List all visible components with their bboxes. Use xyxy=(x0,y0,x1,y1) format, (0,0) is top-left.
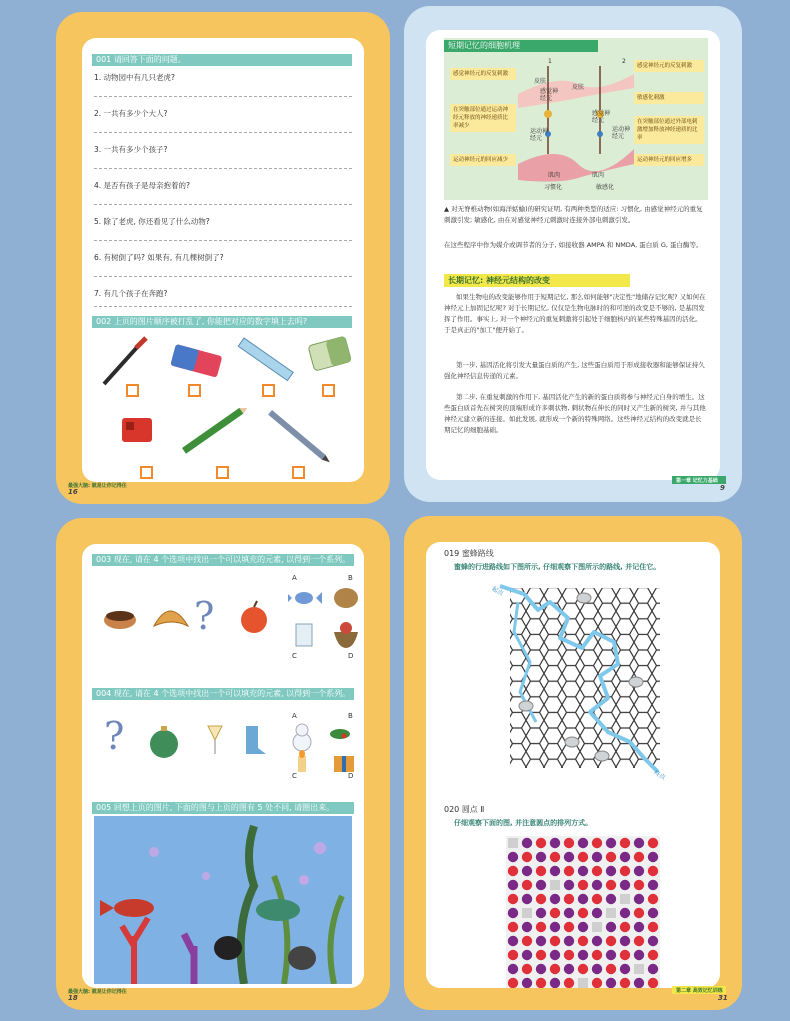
dot xyxy=(578,964,588,974)
label-muscle-b: 肌肉 xyxy=(592,172,605,179)
page-16 xyxy=(82,38,364,482)
dot xyxy=(522,852,532,862)
instruction-020: 仔细观察下面的图, 并注意圆点的排列方式。 xyxy=(454,819,593,827)
answer-box[interactable] xyxy=(262,384,275,397)
dot xyxy=(522,950,532,960)
candle-icon xyxy=(298,750,306,772)
question-2: 2. 一共有多少个大人? xyxy=(94,109,168,118)
dot xyxy=(578,908,588,918)
dot xyxy=(634,950,644,960)
blank-cell xyxy=(550,880,560,890)
instruction-019: 蜜蜂的行进路线如下图所示, 仔细观察下图所示的路线, 并记住它。 xyxy=(454,563,661,571)
dot xyxy=(564,852,574,862)
candy-icon xyxy=(288,592,322,604)
dot xyxy=(578,838,588,848)
dot xyxy=(634,978,644,988)
dot xyxy=(620,936,630,946)
question-mark: ? xyxy=(104,714,125,758)
dot xyxy=(550,964,560,974)
eraser-icon xyxy=(170,344,222,378)
dot xyxy=(564,964,574,974)
section-header-005: 005 回想上页的图片, 下面的图与上页的图有 5 处不同, 请圈出来。 xyxy=(92,802,354,814)
snowman-icon xyxy=(293,724,311,751)
dot xyxy=(522,978,532,988)
dot xyxy=(522,838,532,848)
dot xyxy=(550,838,560,848)
dot xyxy=(564,922,574,932)
question-3: 3. 一共有多少个孩子? xyxy=(94,145,168,154)
aquarium-picture[interactable] xyxy=(94,816,352,984)
dot xyxy=(606,880,616,890)
section-header-003: 003 现在, 请在 4 个选项中找出一个可以填充的元素, 以得到一个系列。 xyxy=(92,554,354,566)
dot xyxy=(522,880,532,890)
dot xyxy=(592,936,602,946)
dot xyxy=(648,866,658,876)
dot xyxy=(536,922,546,932)
dot xyxy=(536,936,546,946)
label-sensory-b: 感觉神经元 xyxy=(592,110,611,124)
option-label-d[interactable]: D xyxy=(348,652,354,660)
label-sensitization: 敏感化 xyxy=(596,184,615,191)
bowl-icon xyxy=(104,611,136,629)
page-16-card xyxy=(56,12,390,504)
footer-text: 第一章 记忆力基础 xyxy=(676,478,718,484)
label-skin-b: 皮肤 xyxy=(572,84,585,91)
answer-box[interactable] xyxy=(216,466,229,479)
figure-caption: ▲ 对无脊椎动物(如海洋蛞蝓)的研究证明, 有两种类型的适应: 习惯化, 由感觉神经元的重复刺激引发; 敏感化, 由在对感觉神经元刺激时连接外部电刺激引发。 xyxy=(444,205,703,224)
page-number: 16 xyxy=(68,488,78,496)
label-motor-a: 运动神经元 xyxy=(530,128,549,142)
dot xyxy=(578,894,588,904)
dot xyxy=(634,936,644,946)
question-7: 7. 有几个孩子在奔跑? xyxy=(94,289,168,298)
dot xyxy=(508,950,518,960)
exercise-title-020: 020 圆点 Ⅱ xyxy=(444,805,485,814)
section-header-001: 001 请回答下面的问题。 xyxy=(92,54,352,66)
dot xyxy=(606,950,616,960)
footer-text: 最强大脑: 就是让你记得住 xyxy=(68,989,127,995)
option-label-b[interactable]: B xyxy=(348,712,353,720)
dot xyxy=(634,894,644,904)
dot xyxy=(592,838,602,848)
dot xyxy=(508,908,518,918)
label-2: 2 xyxy=(622,58,626,65)
label-habituation: 习惯化 xyxy=(544,184,563,191)
dot xyxy=(578,922,588,932)
page-9-card xyxy=(404,6,742,502)
dot xyxy=(634,908,644,918)
pencil-icon xyxy=(182,408,252,454)
sharpener-icon xyxy=(122,418,152,442)
dot xyxy=(620,880,630,890)
option-label-c[interactable]: C xyxy=(292,772,297,780)
answer-box[interactable] xyxy=(322,384,335,397)
dot xyxy=(620,964,630,974)
answer-line[interactable] xyxy=(94,96,352,97)
dot xyxy=(592,866,602,876)
page-31-card xyxy=(404,516,742,1010)
pen-icon xyxy=(268,410,332,465)
answer-box[interactable] xyxy=(140,466,153,479)
page-31 xyxy=(426,542,720,988)
answer-line[interactable] xyxy=(94,276,352,277)
dot xyxy=(620,866,630,876)
blank-cell xyxy=(508,838,518,848)
answer-line[interactable] xyxy=(94,132,352,133)
question-mark: ? xyxy=(194,594,215,638)
dot xyxy=(592,964,602,974)
label-muscle-a: 肌肉 xyxy=(548,172,561,179)
croissant-icon xyxy=(154,611,188,626)
dot xyxy=(564,950,574,960)
dot xyxy=(648,978,658,988)
question-5: 5. 除了老虎, 你还看见了什么动物? xyxy=(94,217,210,226)
dot xyxy=(592,880,602,890)
dot xyxy=(606,838,616,848)
dot xyxy=(508,894,518,904)
option-label-a[interactable]: A xyxy=(292,712,297,720)
stationery-row-2 xyxy=(122,408,352,468)
note-right-3: 在突触部位通过外部电刺激增加释放神经递质的比率 xyxy=(634,116,704,144)
answer-box[interactable] xyxy=(188,384,201,397)
dot xyxy=(550,852,560,862)
options-003 xyxy=(288,584,364,652)
note-left-2: 在突触部位通过运动神经元释放的神经递质比率减少 xyxy=(450,104,516,132)
dot xyxy=(620,922,630,932)
apple-icon xyxy=(241,601,267,633)
note-left-3: 运动神经元的回应减少 xyxy=(450,154,516,166)
ruler-icon xyxy=(238,338,293,381)
dot xyxy=(522,866,532,876)
dot xyxy=(564,894,574,904)
note-right-2: 敏感化刺激 xyxy=(634,92,704,104)
dot xyxy=(564,880,574,890)
ornament-ball-icon xyxy=(150,726,178,758)
dot xyxy=(578,880,588,890)
dot xyxy=(578,950,588,960)
dot xyxy=(564,866,574,876)
note-right-4: 运动神经元的回应增多 xyxy=(634,154,704,166)
mortar-icon xyxy=(334,622,358,648)
dot xyxy=(606,852,616,862)
label-1: 1 xyxy=(548,58,552,65)
dot xyxy=(620,950,630,960)
dot xyxy=(522,922,532,932)
answer-box[interactable] xyxy=(292,466,305,479)
blank-cell xyxy=(634,964,644,974)
dot xyxy=(564,838,574,848)
dot xyxy=(522,964,532,974)
footer-text: 最强大脑: 就是让你记得住 xyxy=(68,483,127,489)
section-header-004: 004 现在, 请在 4 个选项中找出一个可以填充的元素, 以得到一个系列。 xyxy=(92,688,354,700)
dot xyxy=(648,950,658,960)
blank-cell xyxy=(620,894,630,904)
dot xyxy=(648,894,658,904)
dot xyxy=(634,922,644,932)
dot xyxy=(536,894,546,904)
dot xyxy=(508,866,518,876)
option-label-a[interactable]: A xyxy=(292,574,297,582)
exercise-title-019: 019 蜜蜂路线 xyxy=(444,549,494,558)
label-skin-a: 皮肤 xyxy=(534,78,547,85)
dot-grid xyxy=(506,836,660,988)
section-header-002: 002 上页的图片顺序被打乱了, 你能把对应的数字填上去吗? xyxy=(92,316,352,328)
page-9 xyxy=(426,30,720,480)
potato-icon xyxy=(334,588,358,608)
dot xyxy=(508,922,518,932)
dot xyxy=(634,852,644,862)
dot xyxy=(620,852,630,862)
dot xyxy=(648,936,658,946)
sequence-004 xyxy=(142,722,268,762)
dot xyxy=(592,908,602,918)
dot xyxy=(606,866,616,876)
option-label-d[interactable]: D xyxy=(348,772,354,780)
note-right-1: 感觉神经元的反复刺激 xyxy=(634,60,704,72)
page-number: 31 xyxy=(718,994,728,1002)
dot xyxy=(606,936,616,946)
dot xyxy=(536,866,546,876)
dot xyxy=(522,894,532,904)
label-motor-b: 运动神经元 xyxy=(612,126,631,140)
dot xyxy=(634,880,644,890)
dot xyxy=(550,894,560,904)
glass-icon xyxy=(296,624,312,646)
dot xyxy=(564,908,574,918)
dot xyxy=(634,866,644,876)
stocking-icon xyxy=(246,726,266,754)
dot xyxy=(592,950,602,960)
dot xyxy=(648,908,658,918)
page-number: 9 xyxy=(720,484,725,492)
blank-cell xyxy=(522,908,532,918)
dot xyxy=(620,978,630,988)
dot xyxy=(620,838,630,848)
neuron-diagram xyxy=(518,54,634,194)
dot xyxy=(564,978,574,988)
dot xyxy=(536,908,546,918)
start-label: 起点 xyxy=(490,585,505,598)
dot xyxy=(536,964,546,974)
dot xyxy=(606,894,616,904)
dot xyxy=(508,964,518,974)
page-18-card xyxy=(56,518,390,1010)
figure-title: 短期记忆的细胞机理 xyxy=(444,40,598,52)
question-6: 6. 有树倒了吗? 如果有, 有几棵树倒了? xyxy=(94,253,224,262)
subtitle: 长期记忆: 神经元结构的改变 xyxy=(444,274,630,287)
dot xyxy=(606,964,616,974)
dot xyxy=(550,950,560,960)
option-label-c[interactable]: C xyxy=(292,652,297,660)
dot xyxy=(550,922,560,932)
dot xyxy=(564,936,574,946)
dot xyxy=(592,978,602,988)
dot xyxy=(578,936,588,946)
blank-cell xyxy=(606,908,616,918)
dot xyxy=(550,936,560,946)
blank-cell xyxy=(592,922,602,932)
answer-line[interactable] xyxy=(94,168,352,169)
answer-box[interactable] xyxy=(126,384,139,397)
dot xyxy=(508,880,518,890)
page-18 xyxy=(82,544,364,988)
eraser-green-icon xyxy=(308,336,351,371)
sequence-003 xyxy=(102,596,272,640)
dot xyxy=(648,964,658,974)
dot xyxy=(634,838,644,848)
question-1: 1. 动物园中有几只老虎? xyxy=(94,73,176,82)
dot xyxy=(606,978,616,988)
note-left-1: 感觉神经元的反复刺激 xyxy=(450,68,516,80)
options-004 xyxy=(288,722,364,776)
answer-line[interactable] xyxy=(94,204,352,205)
dot xyxy=(592,894,602,904)
dot xyxy=(550,866,560,876)
dot xyxy=(536,978,546,988)
option-label-b[interactable]: B xyxy=(348,574,353,582)
question-4: 4. 是否有孩子是母亲抱着的? xyxy=(94,181,191,190)
blank-cell xyxy=(578,978,588,988)
dot xyxy=(592,852,602,862)
gift-icon xyxy=(334,756,354,772)
paragraph-2: 第一步, 基因活化将引发大量蛋白质的产生, 这些蛋白质用于形成接收器和能够保证持久强化神经信息传递的元素。 xyxy=(444,361,705,380)
dot xyxy=(508,978,518,988)
paintbrush-icon xyxy=(104,338,146,384)
dot xyxy=(550,908,560,918)
paragraph-0: 在这些程序中作为媒介或调节者的分子, 如接收器 AMPA 和 NMDA, 蛋白质 G, 蛋白酶等。 xyxy=(444,241,703,249)
dot xyxy=(606,922,616,932)
dot xyxy=(522,936,532,946)
answer-line[interactable] xyxy=(94,306,352,307)
footer-text: 第二章 高效记忆训练 xyxy=(676,988,723,994)
paragraph-3: 第二步, 在重复刺激的作用下, 基因活化产生的新的蛋白质将参与神经元自身的增生。这些蛋白质首先在树突的顶端形成许多刺状物, 刺状物在伸长的同时又产生新的树突, 并与其他神经元建立新的连接。如此发展, 就形成一个新的特殊网络。这些神经元结构的改变就是长期记忆的细胞基础。 xyxy=(444,393,706,434)
dot xyxy=(508,936,518,946)
page-number: 18 xyxy=(68,994,78,1002)
dot xyxy=(648,922,658,932)
dot xyxy=(578,852,588,862)
end-label: 终点 xyxy=(652,769,667,782)
dot xyxy=(508,852,518,862)
answer-line[interactable] xyxy=(94,240,352,241)
dot xyxy=(648,852,658,862)
label-sensory-a: 感觉神经元 xyxy=(540,88,559,102)
dot xyxy=(620,908,630,918)
paragraph-1: 如果生物电的改变能够作用于短期记忆, 那么如何能够"决定性"地储存记忆呢? 又如何在神经元上加固记忆呢? 对于长期记忆, 仅仅是生物电脉时的和可逆的改变是不够的, 是基因发挥了作用。事实上, 对一个神经元的重复刺激将引起处于细胞核内的某些特殊基因的活化。于是真正的"加工"便开始了。 xyxy=(444,293,706,334)
champagne-glass-icon xyxy=(208,726,222,754)
dot xyxy=(536,880,546,890)
hexagon-maze xyxy=(490,572,674,786)
dot xyxy=(648,838,658,848)
dot xyxy=(536,950,546,960)
dot xyxy=(648,880,658,890)
dot xyxy=(536,852,546,862)
dot xyxy=(536,838,546,848)
dot xyxy=(578,866,588,876)
dot xyxy=(550,978,560,988)
holly-icon xyxy=(330,729,350,739)
